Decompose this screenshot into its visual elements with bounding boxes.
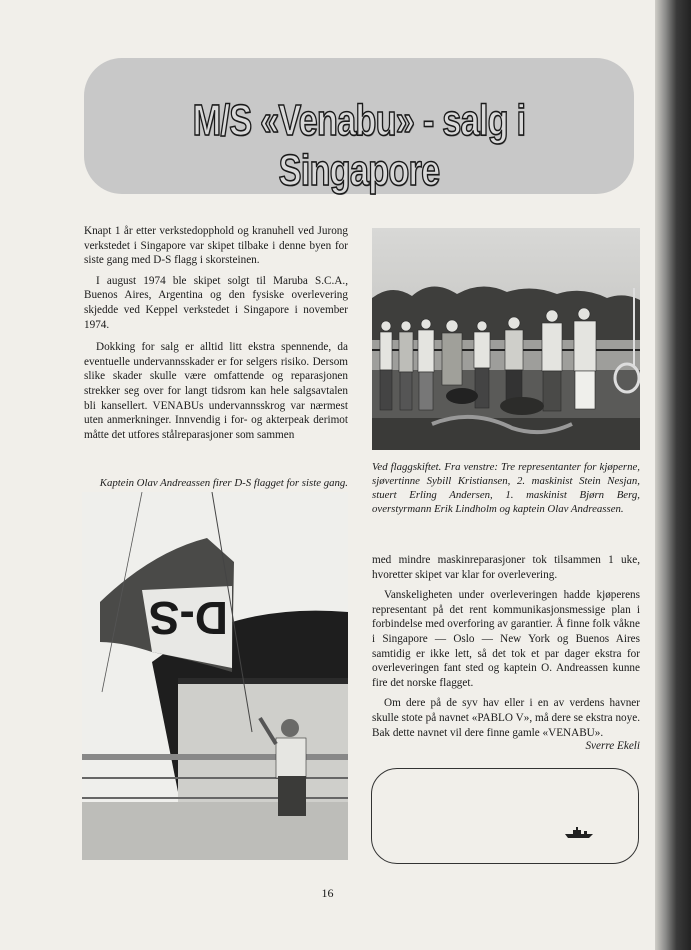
paragraph: I august 1974 ble skipet solgt til Maruba S.C.A., Buenos Aires, Argentina og den fysiske overlevering skjedde ved Keppel verkstedet i Singapore i november 1974. — [84, 274, 348, 331]
article-left-column — [84, 224, 348, 448]
page-number: 16 — [321, 886, 334, 900]
flag-text: D-S — [148, 592, 228, 644]
paragraph: Vanskeligheten under overleveringen hadde kjøperens representant på det rent kommunikasjonsmessige plan i forbindelse med overforing av garantier. Å finne folk våkne i Singapore — Oslo — New York og Buenos Aires samtidig er ikke lett, så det tok et par dager ekstra for overleveringen fant sted og kaptein O. Andreassen kunne fire det norske flagget. — [372, 589, 640, 689]
title-banner — [84, 58, 634, 194]
group-photo-image — [372, 228, 640, 450]
paragraph: Knapt 1 år etter verkstedopphold og kranuhell ved Jurong verkstedet i Singapore var skipet tilbake i denne byen for siste gang med D-S flagg i skorsteinen. — [84, 225, 348, 267]
article-right-column — [372, 553, 640, 746]
scanner-edge — [655, 0, 691, 950]
flag-photo — [82, 492, 348, 860]
flag-photo-caption: Kaptein Olav Andreassen firer D-S flagget for siste gang. — [99, 477, 348, 489]
paragraph: med mindre maskinreparasjoner tok tilsammen 1 uke, hvoretter skipet var klar for overlevering. — [372, 554, 640, 581]
ship-icon — [564, 827, 594, 839]
group-photo-caption: Ved flaggskiftet. Fra venstre: Tre representanter for kjøperne, sjøvertinne Sybill Kristiansen, 2. maskinist Stein Nesjan, stuert Erling Andersen, 1. maskinist Bjørn Berg, overstyrmann Erik Lindholm og kaptein Olav Andreassen. — [372, 461, 640, 515]
logo-box — [371, 768, 639, 864]
flag-photo-image — [82, 492, 348, 860]
author-signature: Sverre Ekeli — [585, 740, 640, 752]
paragraph: Dokking for salg er alltid litt ekstra spennende, da eventuelle undervannsskader er for selgers risiko. Dersom slike skader skulle være omfattende og reparasjonen strekker seg over for langt tidsrom kan hele salgsavtalen bli kansellert. VENABUs undervannsskrog var nærmest uten anmerkninger. Innvendig i for- og akterpeak derimot måtte det utfores stålreparasjoner som sammen — [84, 341, 348, 441]
paragraph: Om dere på de syv hav eller i en av verdens havner skulle stote på navnet «PABLO V», må dere se ekstra noye. Bak dette navnet vil dere finne gamle «VENABU». — [372, 697, 640, 739]
group-photo — [372, 228, 640, 450]
page-title: M/S «Venabu» - salg i Singapore — [192, 96, 526, 195]
